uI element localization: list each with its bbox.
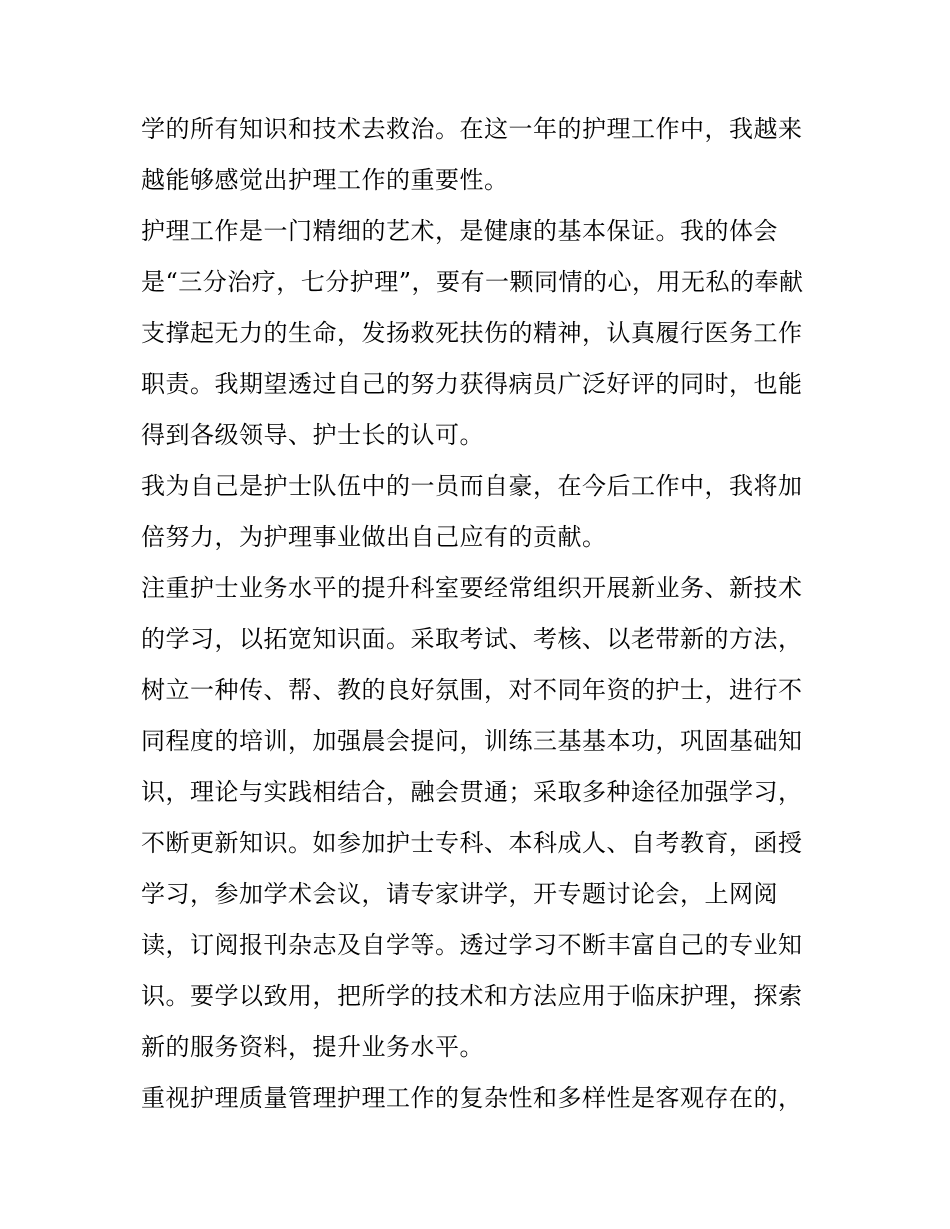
text-line: 不断更新知识。如参加护士专科、本科成人、自考教育，函授: [141, 829, 803, 857]
text-line: 识。要学以致用，把所学的技术和方法应用于临床护理，探索: [141, 982, 803, 1010]
text-line: 的学习，以拓宽知识面。采取考试、考核、以老带新的方法，: [141, 625, 803, 653]
text-line: 识，理论与实践相结合，融会贯通；采取多种途径加强学习，: [141, 778, 803, 806]
text-line: 重视护理质量管理护理工作的复杂性和多样性是客观存在的，: [141, 1084, 803, 1112]
text-line: 学习，参加学术会议，请专家讲学，开专题讨论会，上网阅: [141, 880, 778, 908]
text-line: 树立一种传、帮、教的良好氛围，对不同年资的护士，进行不: [141, 676, 803, 704]
text-line: 得到各级领导、护士长的认可。: [141, 421, 484, 449]
text-line: 护理工作是一门精细的艺术，是健康的基本保证。我的体会: [141, 217, 778, 245]
text-line: 注重护士业务水平的提升科室要经常组织开展新业务、新技术: [141, 574, 803, 602]
text-line: 倍努力，为护理事业做出自己应有的贡献。: [141, 523, 607, 551]
text-line: 越能够感觉出护理工作的重要性。: [141, 166, 509, 194]
text-line: 新的服务资料，提升业务水平。: [141, 1033, 484, 1061]
text-line: 职责。我期望透过自己的努力获得病员广泛好评的同时，也能: [141, 370, 803, 398]
text-line: 支撑起无力的生命，发扬救死扶伤的精神，认真履行医务工作: [141, 319, 803, 347]
text-line: 同程度的培训，加强晨会提问，训练三基基本功，巩固基础知: [141, 727, 803, 755]
document-body: [141, 104, 831, 1124]
text-line: 学的所有知识和技术去救治。在这一年的护理工作中，我越来: [141, 115, 803, 143]
text-line: 我为自己是护士队伍中的一员而自豪，在今后工作中，我将加: [141, 472, 803, 500]
text-line: 读，订阅报刊杂志及自学等。透过学习不断丰富自己的专业知: [141, 931, 803, 959]
text-line: 是“三分治疗，七分护理”，要有一颗同情的心，用无私的奉献: [141, 268, 804, 296]
